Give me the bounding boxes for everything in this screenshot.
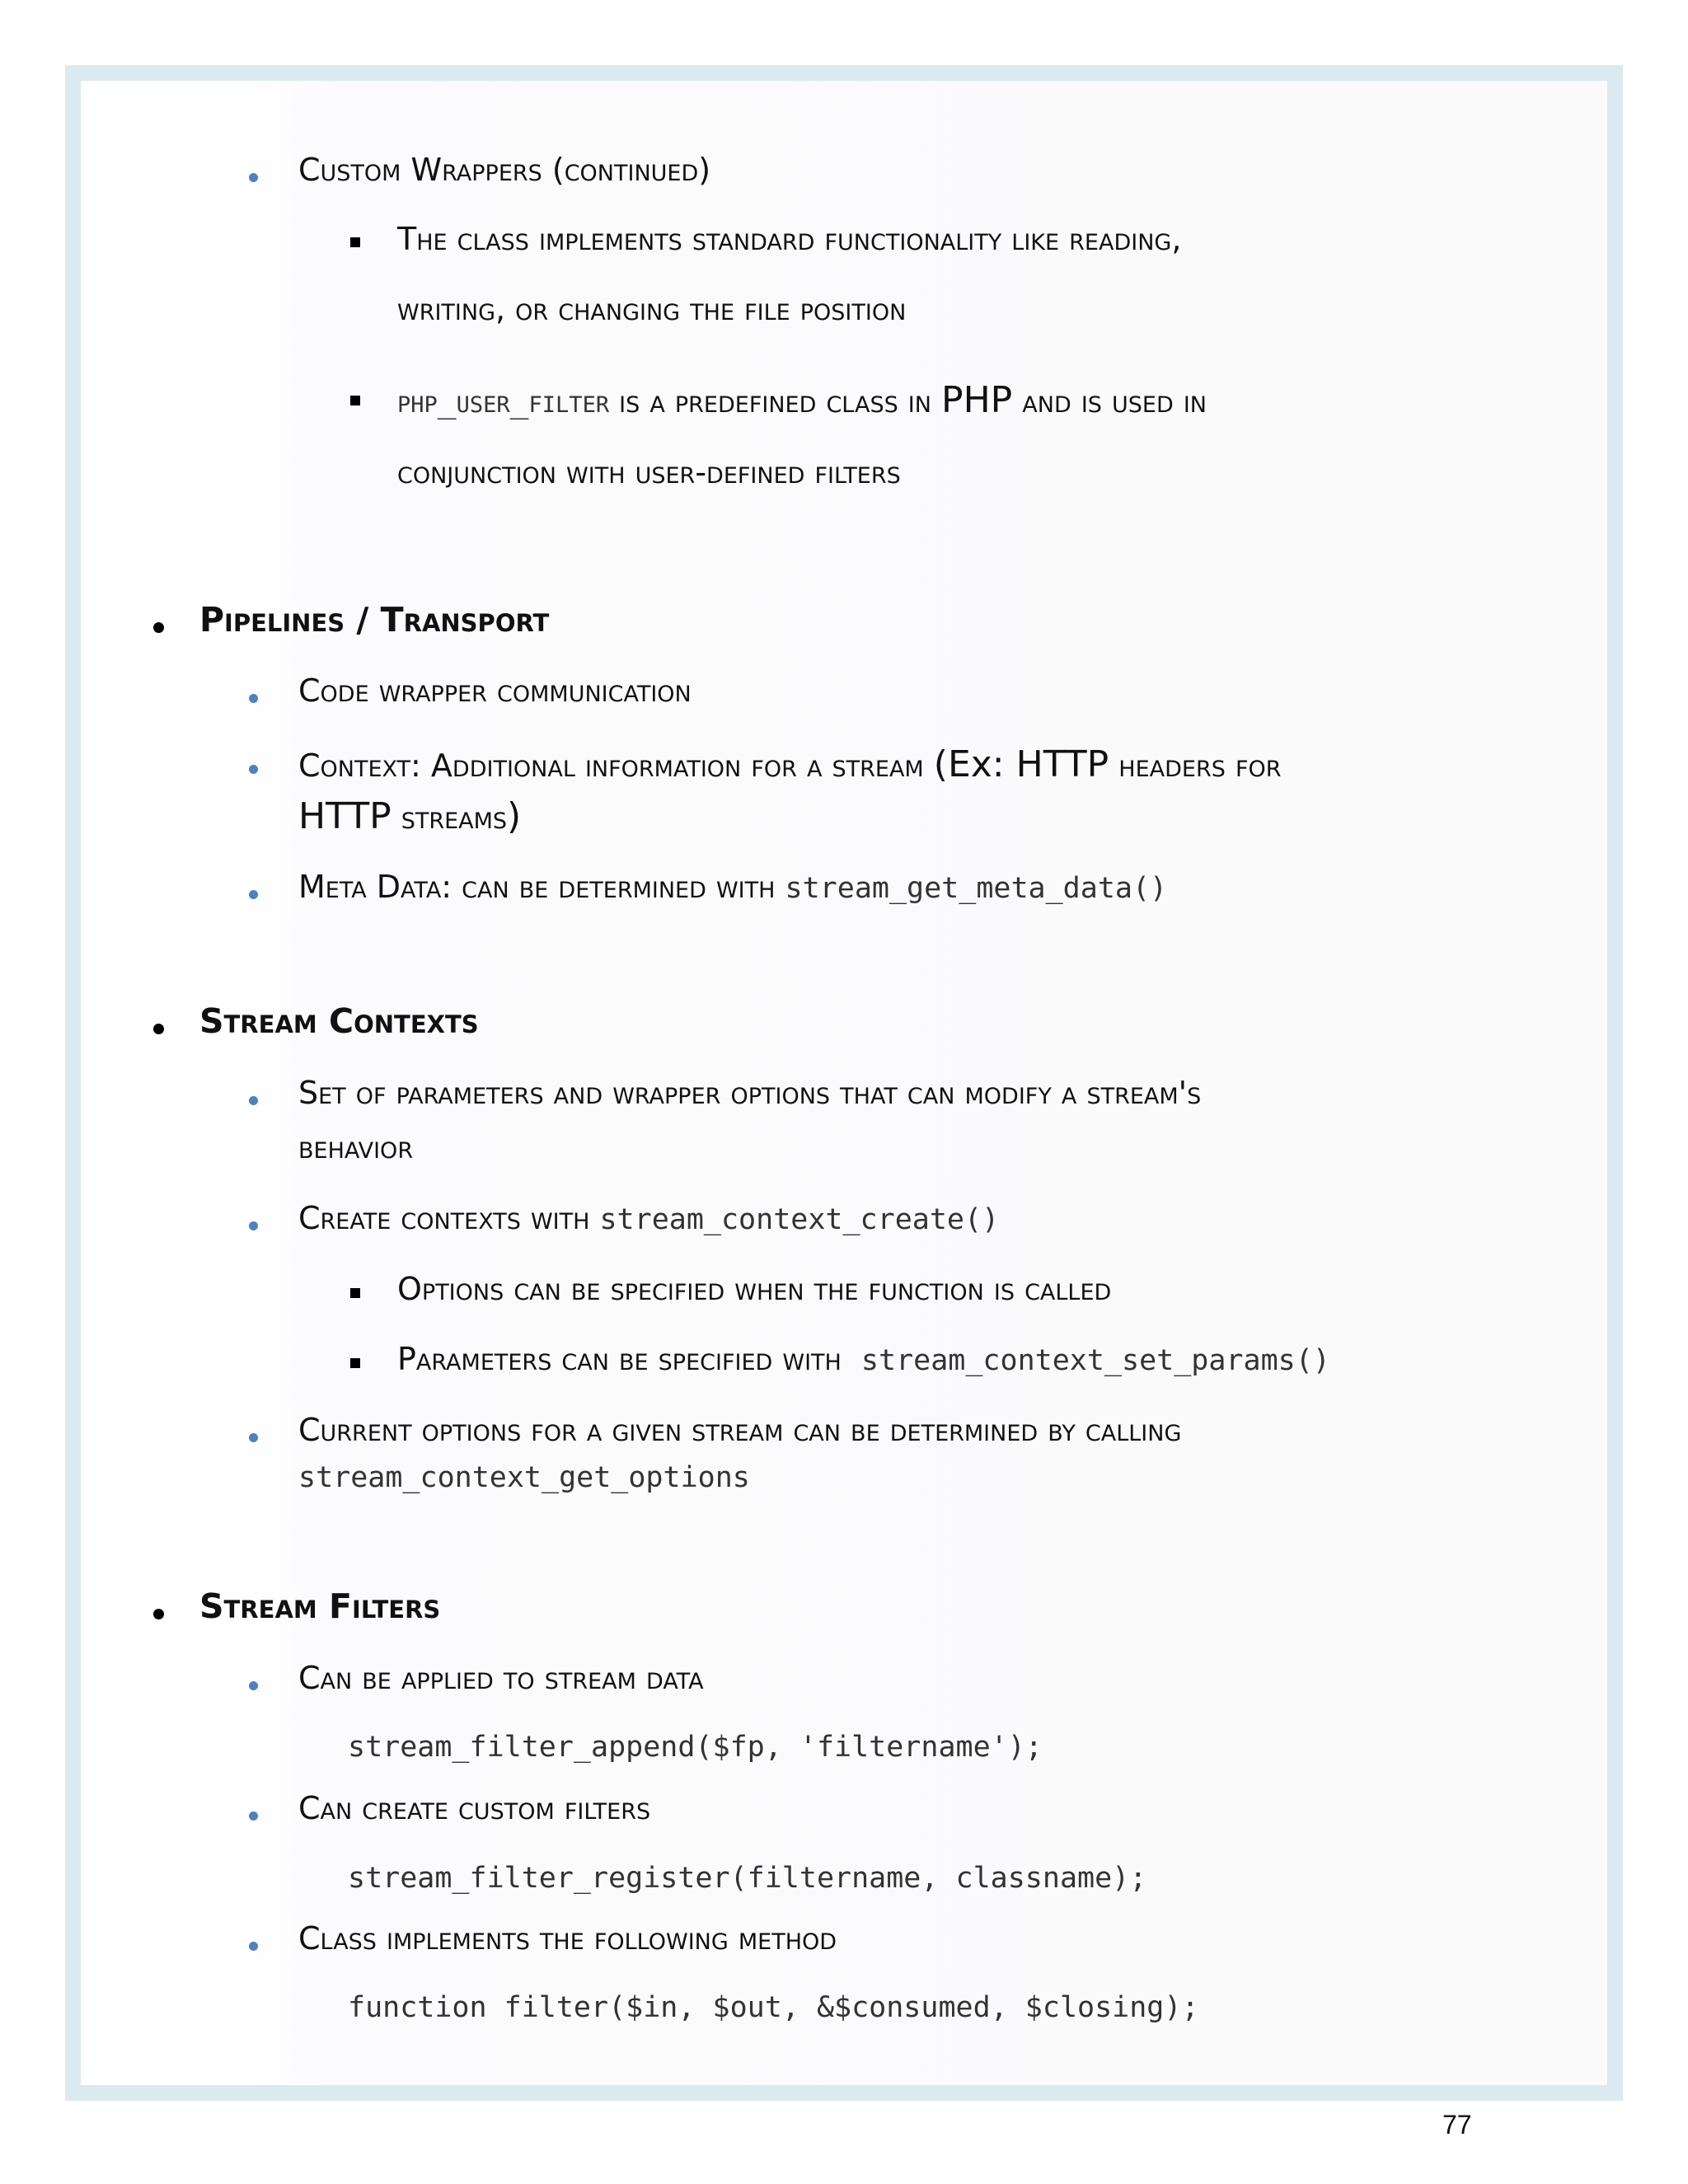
meta-data-line: Meta Data: can be determined with stream_get_meta_data() (298, 869, 1168, 905)
class-impl-line1: The class implements standard functionality like reading, (397, 221, 1182, 257)
bullet-icon (249, 1096, 258, 1105)
php-user-filter-code: php_user_filter (397, 383, 610, 419)
custom-wrappers-title: Custom Wrappers (continued) (298, 152, 711, 188)
class-impl-line2: writing, or changing the file position (397, 291, 907, 327)
bullet-icon (153, 1609, 164, 1619)
bullet-icon (249, 1942, 258, 1951)
bullet-icon (249, 765, 258, 774)
current-options-line1: Current options for a given stream can be determined by calling (298, 1412, 1182, 1448)
bullet-icon (153, 1024, 164, 1034)
square-bullet-icon (350, 1288, 360, 1298)
pipelines-heading: Pipelines / Transport (199, 600, 550, 640)
create-contexts-line: Create contexts with stream_context_create() (298, 1200, 1000, 1236)
bullet-icon (249, 1433, 258, 1442)
context-line1: Context: Additional information for a stream (Ex: HTTP headers for (298, 743, 1282, 785)
bullet-icon (249, 694, 258, 703)
bullet-icon (249, 173, 258, 182)
stream-filters-heading: Stream Filters (199, 1586, 441, 1626)
params-specified-line: Parameters can be specified with stream_context_set_params() (397, 1341, 1330, 1377)
class-method-text: Class implements the following method (298, 1920, 837, 1957)
current-options-code: stream_context_get_options (298, 1461, 750, 1494)
params-specified-code: stream_context_set_params() (860, 1344, 1330, 1377)
custom-filters-text: Can create custom filters (298, 1790, 651, 1826)
bullet-icon (249, 1681, 258, 1690)
page-number: 77 (1442, 2110, 1472, 2139)
square-bullet-icon (350, 1358, 360, 1368)
set-params-line1: Set of parameters and wrapper options that can modify a stream's (298, 1075, 1202, 1111)
php-user-filter-line2: conjunction with user-defined filters (397, 454, 901, 490)
bullet-icon (249, 890, 258, 899)
set-params-line2: behavior (298, 1129, 414, 1165)
bullet-icon (153, 622, 164, 633)
bullet-icon (249, 1811, 258, 1821)
meta-data-code: stream_get_meta_data() (785, 872, 1168, 905)
php-user-filter-line1: php_user_filter is a predefined class in PHP and is used in (397, 379, 1207, 421)
bullet-icon (249, 1221, 258, 1230)
square-bullet-icon (350, 396, 360, 405)
applied-text: Can be applied to stream data (298, 1660, 704, 1696)
stream-contexts-heading: Stream Contexts (199, 1001, 479, 1041)
custom-filters-code: stream_filter_register(filtername, classname); (348, 1862, 1147, 1895)
class-method-code: function filter($in, $out, &$consumed, $closing); (348, 1991, 1199, 2024)
context-line2: HTTP streams) (298, 795, 522, 837)
create-contexts-code: stream_context_create() (599, 1203, 1000, 1236)
applied-code: stream_filter_append($fp, 'filtername'); (348, 1731, 1043, 1764)
options-specified: Options can be specified when the function is called (397, 1271, 1112, 1307)
square-bullet-icon (350, 237, 360, 247)
code-wrapper-text: Code wrapper communication (298, 673, 692, 709)
